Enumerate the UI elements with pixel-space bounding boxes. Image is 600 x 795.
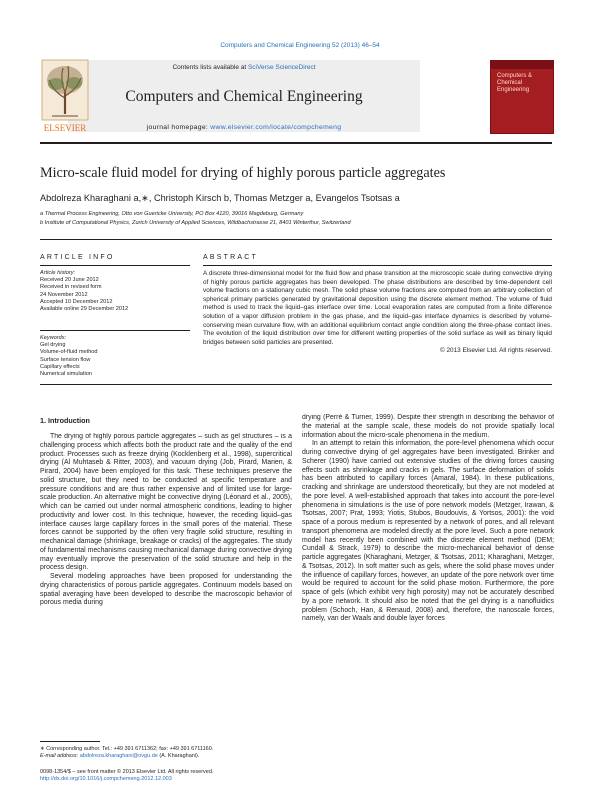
body-column-right: [302, 414, 554, 782]
abstract-bottom-rule: [40, 384, 552, 385]
footnote-rule: [40, 741, 100, 742]
doi-link[interactable]: http://dx.doi.org/10.1016/j.compchemeng.2012.12.003: [40, 776, 172, 782]
email-link[interactable]: abdolreza.kharaghani@ovgu.de: [79, 753, 158, 759]
elsevier-logo: [40, 58, 90, 138]
abstract-copyright: © 2013 Elsevier Ltd. All rights reserved.: [440, 347, 552, 355]
issn-line: 0098-1354/$ – see front matter © 2013 Elsevier Ltd. All rights reserved.: [40, 769, 214, 775]
abstract-text: A discrete three-dimensional model for the fluid flow and phase transition at the microscopic scale during convective drying of highly porous particle aggregates has been developed. The phase distributions are described by time-dependent cell volume fractions on a stationary cubic mesh. The solid phase volume fractions are computed from an arbitrary collection of spherical primary particles generated by gravitational deposition using the discrete element method. The volume of fluid method is used to track the liquid–gas interface over time. Local evaporation rates are computed from a finite difference solution of a vapor diffusion problem in the gas phase, and the liquid–gas interface dynamics is described by volume-conserving mean curvature flow, with an additional equilibrium contact angle condition along the three-phase contact lines. The evolution of the liquid distribution over time for different wetting properties of the solid surface as well as binary liquid bridges between solid particles are presented.: [203, 270, 552, 346]
body-column-left: [40, 433, 292, 733]
cover-title: Computers & Chemical Engineering: [497, 73, 533, 93]
body-paragraph: The drying of highly porous particle aggregates – such as gel structures – is a challenging process which affects both the product rate and the quality of the end product. Processes such as freeze drying (Kocklenberg et al., 1998), supercritical drying (Al Muhtaseb & Ritter, 2003), and vacuum drying (Job, Pirard, Marien, & Pirard, 2004) have been employed for this task. These techniques preserve the solid structure, but they need to be conducted at specific temperature and pressure conditions and are thus rather expensive and of limited use for large-scale production. An alternative might be convective drying (Léonard et al., 2005), which can be carried out under normal atmospheric conditions, leading to higher productivity and lower cost. In this technique, however, the receding liquid–gas interface causes large capillary forces in the small pores of the material. These forces cannot be supported by the often very fragile solid structure, resulting in mechanical damage (shrinkage, breakage or cracks) of the aggregates. The study of fundamental mechanisms causing mechanical damage during convective drying may eventually improve the preservation of the solid structure and help in the process design.: [40, 433, 292, 572]
sciencedirect-link[interactable]: SciVerse ScienceDirect: [247, 64, 316, 71]
affiliation-b: b Institute of Computational Physics, Zurich University of Applied Sciences, Wildbachstrasse 21, 8401 Winterthur, Switzerland: [40, 220, 351, 226]
elsevier-wordmark: ELSEVIER: [43, 123, 87, 133]
body-paragraph: drying (Perré & Turner, 1999). Despite their strength in describing the behavior of the material at the sample scale, these models do not provide spatially local information about the micro-scale phenomena in the medium.: [302, 414, 554, 439]
journal-citation[interactable]: Computers and Chemical Engineering 52 (2013) 46–54: [220, 42, 380, 49]
journal-name: Computers and Chemical Engineering: [125, 88, 363, 105]
keyword-item: Surface tension flow: [40, 356, 91, 363]
journal-cover-thumbnail[interactable]: [490, 60, 554, 134]
history-item: Accepted 10 December 2012: [40, 298, 113, 305]
keywords-rule: [40, 330, 190, 331]
corresponding-author-note: ∗ Corresponding author. Tel.: +49 391 6711362; fax: +49 391 6711160.: [40, 746, 214, 752]
footnotes: [40, 746, 292, 760]
abstract-heading: ABSTRACT: [203, 254, 258, 261]
abstract-body: [203, 270, 552, 356]
article-title: Micro-scale fluid model for drying of highly porous particle aggregates: [40, 165, 446, 181]
history-item: 24 November 2012: [40, 291, 88, 298]
body-paragraph: In an attempt to retain this information, the pore-level phenomena which occur during convective drying of gel aggregates have been investigated. Brinker and Scherer (1990) have carried out extensive studies of the driving forces causing effects such as shrinkage and cracks in gels. The surface deformation of solids has been attributed to capillary forces (Amaral, 1984). In these publications, cracking and shrinkage are understood theoretically, but they are not modeled at the pore level. A well-established approach that takes into account the pore-level phenomena in simulations is the use of pore network models (Metzger, Irawan, & Tsotsas, 2007; Prat, 1993; Yiotis, Stubos, Boudouvis, & Yortsos, 2001): the void space of a porous medium is represented by a network of pores, and all relevant transport phenomena are modeled directly at the pore level. Such a pore network model has recently been combined with the discrete element method (DEM; Cundall & Strack, 1979) to describe the micro-mechanical behavior of dense particle aggregates (Kharaghani, Metzger, & Tsotsas, 2011; Kharaghani, Metzger, & Tsotsas, 2012). In soft matter such as gels, where the solid phase moves under the influence of capillary forces, however, an update of the pore network over time would be required to account for the solid phase motion. Furthermore, the pore space of gels (which exhibit very high porosity) may not be accurately described by a pore network. It should also be noted that the gel drying is a nanofluidics problem (Schoch, Han, & Renaud, 2008) and, therefore, the nanoscale forces, namely, van der Waals and double layer forces: [302, 440, 554, 623]
article-info-rule: [40, 265, 190, 266]
keyword-item: Capillary effects: [40, 363, 80, 370]
keywords-label: Keywords:: [40, 335, 67, 341]
affiliation-a: a Thermal Process Engineering, Otto von Guericke University, PO Box 4120, 39016 Magdeburg, Germany: [40, 211, 304, 217]
history-item: Available online 29 December 2012: [40, 306, 129, 313]
author-list[interactable]: Abdolreza Kharaghani a,∗, Christoph Kirsch b, Thomas Metzger a, Evangelos Tsotsas a: [40, 193, 400, 203]
history-label: Article history:: [40, 270, 76, 276]
issn-doi-block: [40, 769, 292, 783]
body-paragraph: Several modeling approaches have been proposed for understanding the drying characteristics of porous particle aggregates. Continuum models based on spatial averaging have been developed to describe the macroscopic behavior of porous media during: [40, 573, 292, 607]
keywords-list: [40, 335, 190, 378]
email-note: [40, 753, 292, 760]
contents-prefix: Contents lists available at: [172, 64, 248, 71]
cover-strip: [491, 61, 553, 69]
email-suffix: (A. Kharaghani).: [157, 753, 200, 759]
contents-line: [68, 64, 420, 71]
homepage-prefix: journal homepage:: [146, 124, 211, 131]
history-item: Received in revised form: [40, 284, 102, 291]
keyword-item: Volume-of-fluid method: [40, 349, 98, 356]
keyword-item: Gel drying: [40, 342, 66, 349]
header-rule: [40, 142, 552, 144]
homepage-link[interactable]: www.elsevier.com/locate/compchemeng: [210, 124, 342, 131]
article-info-heading: ARTICLE INFO: [40, 254, 115, 261]
affiliation-rule: [40, 239, 552, 240]
elsevier-tree-icon: [40, 58, 90, 138]
journal-homepage: [68, 124, 420, 131]
history-item: Received 20 June 2012: [40, 277, 99, 284]
section-heading-introduction: 1. Introduction: [40, 416, 90, 425]
article-history: [40, 270, 190, 313]
email-label: E-mail address:: [40, 753, 80, 759]
abstract-rule: [203, 265, 552, 266]
keyword-item: Numerical simulation: [40, 371, 92, 378]
